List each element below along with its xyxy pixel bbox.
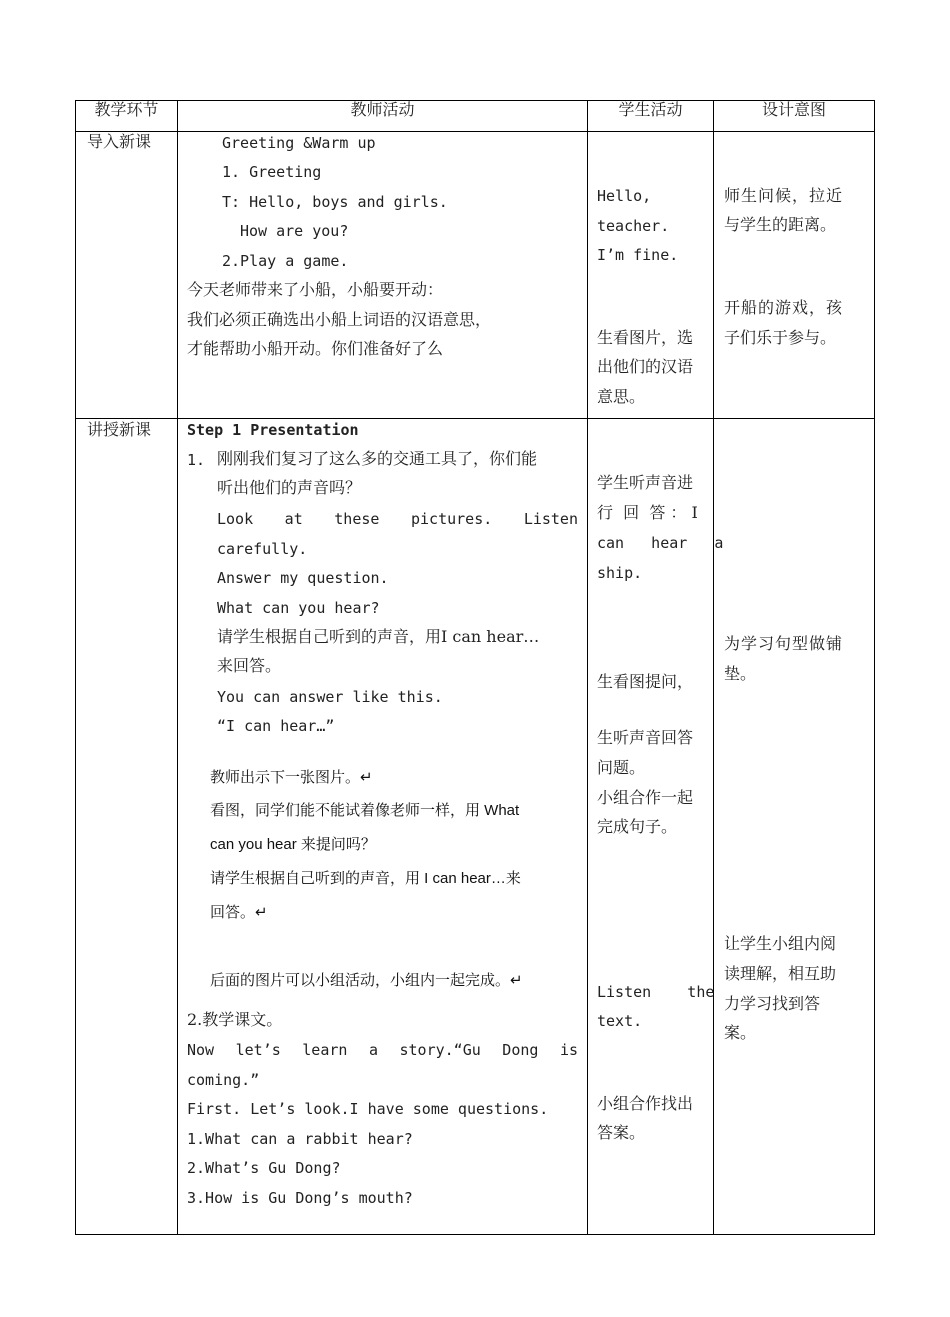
image-text-line: can you hear 来提问吗？ — [210, 836, 376, 853]
word: Look — [217, 510, 254, 528]
intent-line: 垫。 — [724, 664, 757, 683]
intent-line: 与学生的距离。 — [724, 215, 837, 234]
teacher-line: First. Let’s look.I have some questions. — [187, 1100, 549, 1118]
table-col-divider-2 — [587, 100, 588, 1235]
student-line: 完成句子。 — [597, 817, 678, 836]
student-line: 意思。 — [597, 387, 646, 406]
stage-intro: 导入新课 — [87, 132, 152, 151]
teacher-line: 2.What’s Gu Dong? — [187, 1159, 341, 1177]
header-design-intent: 设计意图 — [761, 100, 826, 119]
teacher-line: “I can hear…” — [217, 717, 335, 735]
teacher-line: How are you? — [240, 222, 349, 240]
student-line: 出他们的汉语 — [597, 357, 694, 376]
intent-line: 让学生小组内阅 — [724, 934, 837, 953]
word: a — [368, 1041, 378, 1059]
intent-line: 师生问候，拉近 — [724, 186, 844, 205]
image-text-line: 请学生根据自己听到的声音，用 I can hear…来 — [210, 870, 521, 887]
student-line: Listen the — [597, 983, 715, 1001]
teacher-line: T: Hello, boys and girls. — [222, 193, 448, 211]
header-stage: 教学环节 — [94, 100, 159, 119]
student-line: 学生听声音进 — [597, 473, 694, 492]
teacher-line: 1.What can a rabbit hear? — [187, 1130, 413, 1148]
student-line: 问题。 — [597, 758, 646, 777]
word: these — [334, 510, 380, 528]
image-text-line: 看图，同学们能不能试着像老师一样，用 What — [210, 802, 520, 819]
student-line: text. — [597, 1012, 643, 1030]
teacher-line: 2.Play a game. — [222, 252, 349, 270]
intent-line: 力学习找到答 — [724, 994, 821, 1013]
student-line: 生看图片，选 — [597, 328, 694, 347]
word: Listen — [523, 510, 578, 528]
image-text-line: 后面的图片可以小组活动，小组内一起完成。↵ — [210, 972, 523, 989]
intent-line: 案。 — [724, 1023, 757, 1042]
word: at — [284, 510, 303, 528]
student-line: 答案。 — [597, 1123, 646, 1142]
teacher-line: 来回答。 — [217, 656, 282, 675]
student-line: Hello, — [597, 187, 652, 205]
table-header-divider — [75, 131, 875, 132]
teacher-line: Answer my question. — [217, 569, 389, 587]
teacher-line: What can you hear? — [217, 599, 380, 617]
table-border-right — [874, 100, 875, 1235]
teacher-line: Greeting &Warm up — [222, 134, 376, 152]
teacher-line: 2.教学课文。 — [187, 1010, 283, 1029]
student-line: 小组合作找出 — [597, 1094, 694, 1113]
teacher-line: You can answer like this. — [217, 688, 443, 706]
table-col-divider-3 — [713, 100, 714, 1235]
student-line: 小组合作一起 — [597, 788, 694, 807]
item-number: 1. — [187, 451, 206, 469]
teacher-line-justified — [187, 1040, 578, 1060]
teacher-line: 请学生根据自己听到的声音，用I can hear… — [217, 627, 540, 646]
teacher-line: 1. Greeting — [222, 163, 322, 181]
student-line: 行 回 答 ： I — [597, 503, 698, 522]
teacher-line: 才能帮助小船开动。你们准备好了么 — [187, 339, 444, 358]
header-student-activity: 学生活动 — [618, 100, 683, 119]
word: Dong — [502, 1041, 539, 1059]
intent-line: 为学习句型做铺 — [724, 634, 844, 653]
table-border-left — [75, 100, 76, 1235]
teacher-line: 刚刚我们复习了这么多的交通工具了，你们能 — [217, 449, 538, 468]
word: is — [559, 1041, 578, 1059]
table-col-divider-1 — [177, 100, 178, 1235]
embedded-text-image — [185, 748, 580, 998]
word: let’s — [235, 1041, 281, 1059]
word: Now — [187, 1041, 215, 1059]
teacher-line: carefully. — [217, 540, 308, 558]
student-line: ship. — [597, 564, 643, 582]
table-border-bottom — [75, 1234, 875, 1235]
intent-line: 子们乐于参与。 — [724, 328, 837, 347]
teacher-line: 3.How is Gu Dong’s mouth? — [187, 1189, 413, 1207]
student-line: 生看图提问， — [597, 672, 694, 691]
image-text-line: 回答。↵ — [210, 904, 268, 921]
teacher-line-justified — [217, 509, 578, 529]
teacher-line: 我们必须正确选出小船上词语的汉语意思， — [187, 310, 492, 329]
intent-line: 读理解，相互助 — [724, 964, 837, 983]
student-line: I’m fine. — [597, 246, 679, 264]
student-line: teacher. — [597, 217, 670, 235]
image-text-line: 教师出示下一张图片。↵ — [210, 769, 373, 786]
student-line: 生听声音回答 — [597, 728, 694, 747]
table-row-divider — [75, 418, 875, 419]
teacher-line: 听出他们的声音吗？ — [217, 478, 362, 497]
word: story.“Gu — [399, 1041, 481, 1059]
step-heading: Step 1 Presentation — [187, 421, 359, 439]
student-line: can hear a — [597, 534, 724, 552]
teacher-line: 今天老师带来了小船，小船要开动： — [187, 280, 444, 299]
teacher-line: coming.” — [187, 1071, 260, 1089]
header-teacher-activity: 教师活动 — [350, 100, 415, 119]
stage-new-lesson: 讲授新课 — [87, 420, 152, 439]
intent-line: 开船的游戏，孩 — [724, 298, 844, 317]
word: pictures. — [410, 510, 493, 528]
word: learn — [302, 1041, 348, 1059]
